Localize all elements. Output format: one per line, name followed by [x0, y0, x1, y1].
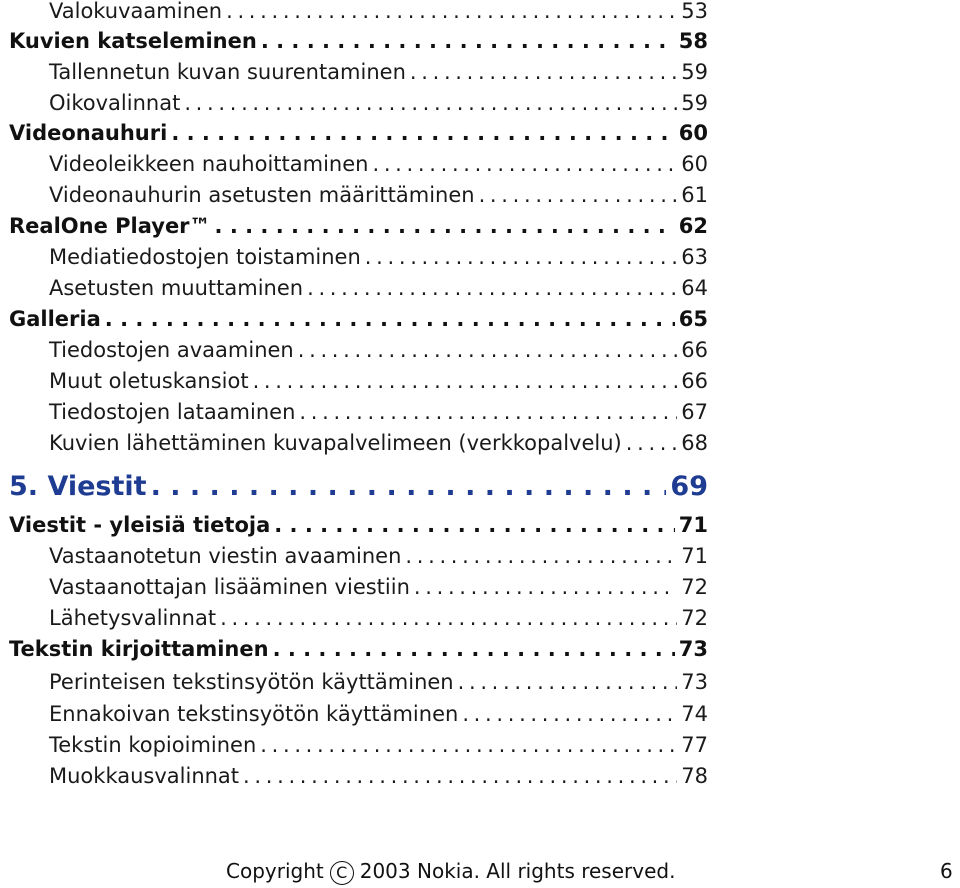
- toc-dot-leader: [479, 180, 678, 210]
- toc-entry-title: Perinteisen tekstinsyötön käyttäminen: [49, 670, 454, 694]
- toc-entry-title: RealOne Player™: [9, 214, 211, 238]
- toc-subsection-entry[interactable]: [49, 180, 708, 210]
- toc-entry-title: Ennakoivan tekstinsyötön käyttäminen: [49, 702, 459, 726]
- toc-entry-page: 72: [681, 606, 708, 630]
- toc-dot-leader: [105, 304, 675, 334]
- toc-entry-title: Videoleikkeen nauhoittaminen: [49, 152, 369, 176]
- toc-entry-page: 66: [681, 338, 708, 362]
- toc-entry-title: Tiedostojen avaaminen: [49, 338, 294, 362]
- toc-subsection-entry[interactable]: [49, 761, 708, 791]
- toc-entry-page: 61: [681, 183, 708, 207]
- toc-entry-page: 64: [681, 276, 708, 300]
- toc-subsection-entry[interactable]: [49, 0, 708, 26]
- toc-section-entry[interactable]: [9, 211, 708, 241]
- toc-entry-title: Tekstin kopioiminen: [49, 733, 257, 757]
- toc-dot-leader: [274, 510, 675, 540]
- toc-dot-leader: [171, 118, 674, 148]
- toc-entry-page: 78: [681, 764, 708, 788]
- copyright-icon: C: [330, 861, 354, 885]
- toc-dot-leader: [226, 0, 677, 26]
- toc-entry-page: 68: [681, 431, 708, 455]
- toc-entry-title: Kuvien lähettäminen kuvapalvelimeen (verkkopalvelu): [49, 431, 622, 455]
- toc-entry-title: Videonauhurin asetusten määrittäminen: [49, 183, 475, 207]
- toc-entry-title: Vastaanotetun viestin avaaminen: [49, 544, 402, 568]
- toc-entry-page: 66: [681, 369, 708, 393]
- toc-subsection-entry[interactable]: [49, 603, 708, 633]
- toc-entry-title: Kuvien katseleminen: [9, 29, 257, 53]
- toc-entry-page: 65: [678, 307, 708, 331]
- toc-entry-title: Viestit - yleisiä tietoja: [9, 513, 271, 537]
- toc-entry-page: 53: [681, 0, 708, 23]
- toc-section-entry[interactable]: [9, 510, 708, 540]
- toc-entry-title: Muokkausvalinnat: [49, 764, 240, 788]
- toc-dot-leader: [405, 541, 677, 571]
- toc-entry-page: 71: [678, 513, 708, 537]
- toc-subsection-entry[interactable]: [49, 699, 708, 729]
- toc-subsection-entry[interactable]: [49, 541, 708, 571]
- toc-section-entry[interactable]: [9, 304, 708, 334]
- toc-entry-page: 62: [678, 214, 708, 238]
- toc-subsection-entry[interactable]: [49, 273, 708, 303]
- toc-dot-leader: [410, 57, 677, 87]
- toc-entry-page: 73: [678, 637, 708, 661]
- copyright-text: 2003 Nokia. All rights reserved.: [359, 859, 676, 883]
- toc-dot-leader: [260, 730, 677, 760]
- toc-entry-page: 59: [681, 91, 708, 115]
- toc-entry-page: 72: [681, 575, 708, 599]
- toc-dot-leader: [298, 335, 678, 365]
- toc-dot-leader: [307, 273, 677, 303]
- toc-entry-title: Vastaanottajan lisääminen viestiin: [49, 575, 410, 599]
- copyright-notice: [226, 856, 675, 886]
- toc-subsection-entry[interactable]: [49, 397, 708, 427]
- toc-entry-page: 67: [681, 400, 708, 424]
- toc-entry-title: Muut oletuskansiot: [49, 369, 249, 393]
- toc-entry-page: 60: [681, 152, 708, 176]
- toc-entry-title: Tekstin kirjoittaminen: [9, 637, 269, 661]
- toc-entry-page: 60: [678, 121, 708, 145]
- toc-entry-title: 5. Viestit: [9, 471, 147, 502]
- toc-section-entry[interactable]: [9, 26, 708, 56]
- toc-entry-page: 73: [681, 670, 708, 694]
- toc-dot-leader: [215, 211, 675, 241]
- toc-entry-title: Valokuvaaminen: [49, 0, 223, 23]
- page-number: 6: [940, 859, 953, 883]
- toc-entry-page: 71: [681, 544, 708, 568]
- toc-entry-page: 58: [678, 29, 708, 53]
- toc-entry-page: 63: [681, 245, 708, 269]
- toc-dot-leader: [243, 761, 677, 791]
- toc-dot-leader: [273, 634, 675, 664]
- toc-entry-page: 59: [681, 60, 708, 84]
- toc-entry-title: Tiedostojen lataaminen: [49, 400, 296, 424]
- page-footer: [0, 856, 960, 886]
- toc-dot-leader: [151, 467, 667, 507]
- toc-subsection-entry[interactable]: [49, 730, 708, 760]
- toc-entry-page: 77: [681, 733, 708, 757]
- toc-section-entry[interactable]: [9, 118, 708, 148]
- toc-subsection-entry[interactable]: [49, 335, 708, 365]
- toc-entry-title: Videonauhuri: [9, 121, 168, 145]
- toc-dot-leader: [220, 603, 677, 633]
- toc-subsection-entry[interactable]: [49, 242, 708, 272]
- toc-subsection-entry[interactable]: [49, 57, 708, 87]
- toc-subsection-entry[interactable]: [49, 572, 708, 602]
- toc-subsection-entry[interactable]: [49, 667, 708, 697]
- toc-dot-leader: [414, 572, 677, 602]
- toc-dot-leader: [299, 397, 677, 427]
- copyright-word: Copyright: [226, 859, 324, 883]
- toc-dot-leader: [184, 88, 677, 118]
- toc-subsection-entry[interactable]: [49, 366, 708, 396]
- toc-entry-title: Mediatiedostojen toistaminen: [49, 245, 361, 269]
- toc-entry-page: 74: [681, 702, 708, 726]
- toc-dot-leader: [626, 428, 678, 458]
- toc-chapter-entry[interactable]: [9, 467, 708, 507]
- toc-entry-page: 69: [670, 471, 708, 502]
- toc-subsection-entry[interactable]: [49, 428, 708, 458]
- toc-dot-leader: [462, 699, 677, 729]
- toc-entry-title: Galleria: [9, 307, 101, 331]
- toc-entry-title: Lähetysvalinnat: [49, 606, 217, 630]
- toc-dot-leader: [372, 149, 677, 179]
- toc-entry-title: Tallennetun kuvan suurentaminen: [49, 60, 406, 84]
- toc-dot-leader: [261, 26, 675, 56]
- toc-subsection-entry[interactable]: [49, 149, 708, 179]
- toc-dot-leader: [253, 366, 678, 396]
- toc-entry-title: Asetusten muuttaminen: [49, 276, 304, 300]
- toc-section-entry[interactable]: [9, 634, 708, 664]
- toc-dot-leader: [458, 667, 678, 697]
- toc-subsection-entry[interactable]: [49, 88, 708, 118]
- toc-entry-title: Oikovalinnat: [49, 91, 181, 115]
- toc-dot-leader: [365, 242, 677, 272]
